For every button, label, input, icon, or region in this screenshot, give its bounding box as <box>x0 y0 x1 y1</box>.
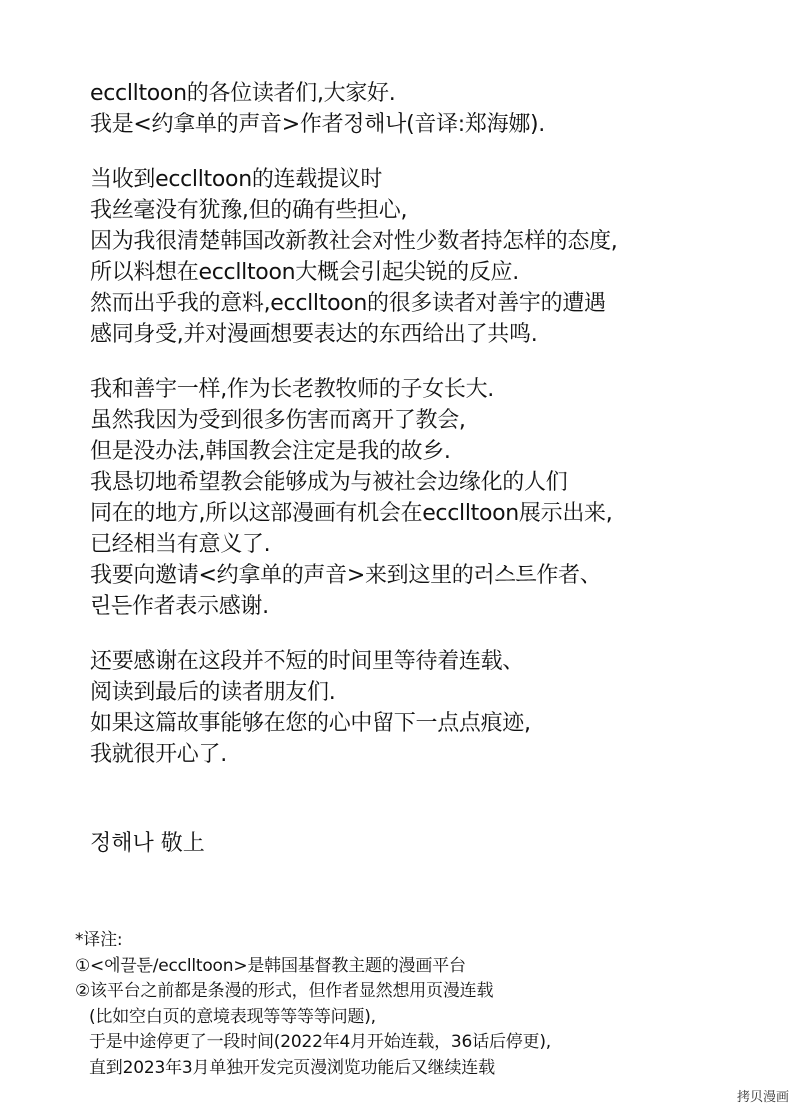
watermark: 拷贝漫画 <box>734 1085 792 1106</box>
author-signature: 정해나 敬上 <box>90 831 205 856</box>
letter-line: 我丝毫没有犹豫,但的确有些担心, <box>90 198 408 223</box>
note-item: ①<에끌툰/ecclltoon>是韩国基督教主题的漫画平台 <box>75 955 466 976</box>
letter-line: 然而出乎我的意料,ecclltoon的很多读者对善宇的遭遇 <box>90 291 606 316</box>
letter-line: 我是<约拿单的声音>作者정해나(音译:郑海娜). <box>90 112 545 137</box>
letter-line: 如果这篇故事能够在您的心中留下一点点痕迹, <box>90 711 531 736</box>
letter-line: 我恳切地希望教会能够成为与被社会边缘化的人们 <box>90 470 568 495</box>
notes-heading: *译注: <box>75 930 123 950</box>
letter-line: 我要向邀请<约拿单的声音>来到这里的러스트作者、 <box>90 563 602 588</box>
paragraph-greeting <box>90 78 780 140</box>
paragraph-background <box>90 374 780 622</box>
letter-line: 我就很开心了. <box>90 742 227 767</box>
letter-line: ecclltoon的各位读者们,大家好. <box>90 81 396 106</box>
letter-body <box>90 78 780 794</box>
note-item: 直到2023年3月单独开发完页漫浏览功能后又继续连载 <box>89 1057 495 1078</box>
letter-line: 同在的地方,所以这部漫画有机会在ecclltoon展示出来, <box>90 501 613 526</box>
letter-line: 所以料想在ecclltoon大概会引起尖锐的反应. <box>90 260 519 285</box>
letter-line: 但是没办法,韩国教会注定是我的故乡. <box>90 439 451 464</box>
note-item: 于是中途停更了一段时间(2022年4月开始连载，36话后停更), <box>89 1032 551 1052</box>
letter-line: 因为我很清楚韩国改新教社会对性少数者持怎样的态度, <box>90 229 618 254</box>
letter-line: 虽然我因为受到很多伤害而离开了教会, <box>90 408 466 433</box>
letter-line: 린든作者表示感谢. <box>90 594 269 619</box>
letter-line: 当收到ecclltoon的连载提议时 <box>90 167 383 192</box>
letter-line: 阅读到最后的读者朋友们. <box>90 680 336 705</box>
letter-line: 已经相当有意义了. <box>90 532 271 557</box>
note-item: ②该平台之前都是条漫的形式，但作者显然想用页漫连载 <box>75 981 494 1001</box>
letter-line: 我和善宇一样,作为长老教牧师的子女长大. <box>90 377 494 402</box>
paragraph-thanks <box>90 646 780 770</box>
note-item: (比如空白页的意境表现等等等等问题), <box>89 1006 376 1027</box>
translator-notes <box>75 928 775 1081</box>
paragraph-serialization <box>90 164 780 350</box>
letter-line: 还要感谢在这段并不短的时间里等待着连载、 <box>90 649 525 674</box>
letter-line: 感同身受,并对漫画想要表达的东西给出了共鸣. <box>90 322 538 347</box>
